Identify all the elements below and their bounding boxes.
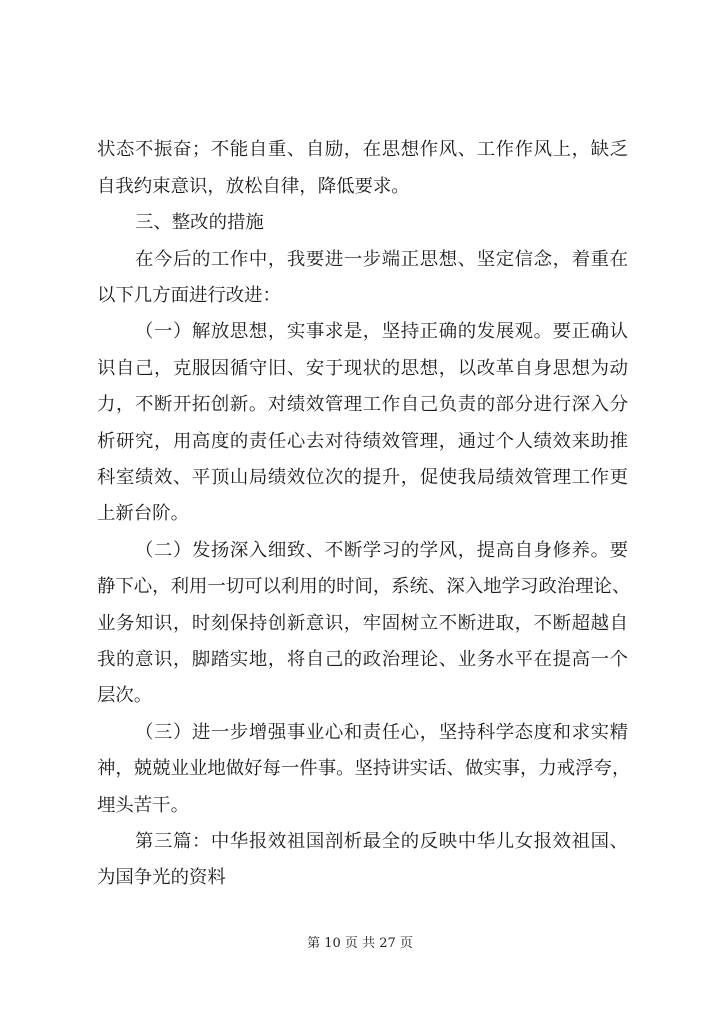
- body-line: 我的意识，脚踏实地，将自己的政治理论、业务水平在提高一个: [97, 649, 628, 670]
- body-line: 以下几方面进行改进：: [97, 285, 281, 306]
- body-line: 静下心，利用一切可以利用的时间，系统、深入地学习政治理论、: [97, 576, 631, 597]
- body-line: 埋头苦干。: [97, 795, 189, 816]
- chapter-title-line: 第三篇：中华报效祖国剖析最全的反映中华儿女报效祖国、: [135, 831, 628, 852]
- body-line: 状态不振奋；不能自重、自励，在思想作风、工作作风上，缺乏: [97, 139, 628, 160]
- body-line: （三）进一步增强事业心和责任心，坚持科学态度和求实精: [135, 722, 628, 743]
- body-line: 在今后的工作中，我要进一步端正思想、坚定信念，着重在: [135, 249, 628, 270]
- body-line: 自我约束意识，放松自律，降低要求。: [97, 176, 410, 197]
- body-line: （一）解放思想，实事求是，坚持正确的发展观。要正确认: [135, 321, 628, 342]
- body-line: 力，不断开拓创新。对绩效管理工作自己负责的部分进行深入分: [97, 394, 628, 415]
- body-line: 神，兢兢业业地做好每一件事。坚持讲实话、做实事，力戒浮夸，: [97, 758, 631, 779]
- page-number-footer: 第 10 页 共 27 页: [307, 936, 413, 951]
- body-line: 业务知识，时刻保持创新意识，牢固树立不断进取，不断超越自: [97, 613, 628, 634]
- body-line: 上新台阶。: [97, 503, 189, 524]
- body-line: 析研究，用高度的责任心去对待绩效管理，通过个人绩效来助推: [97, 431, 628, 452]
- body-line: 层次。: [97, 685, 153, 706]
- body-line: （二）发扬深入细致、不断学习的学风，提高自身修养。要: [135, 540, 628, 561]
- section-heading: 三、整改的措施: [135, 212, 264, 233]
- body-line: 科室绩效、平顶山局绩效位次的提升，促使我局绩效管理工作更: [97, 467, 628, 488]
- body-line: 识自己，克服因循守旧、安于现状的思想，以改革自身思想为动: [97, 358, 628, 379]
- chapter-title-line: 为国争光的资料: [97, 867, 226, 888]
